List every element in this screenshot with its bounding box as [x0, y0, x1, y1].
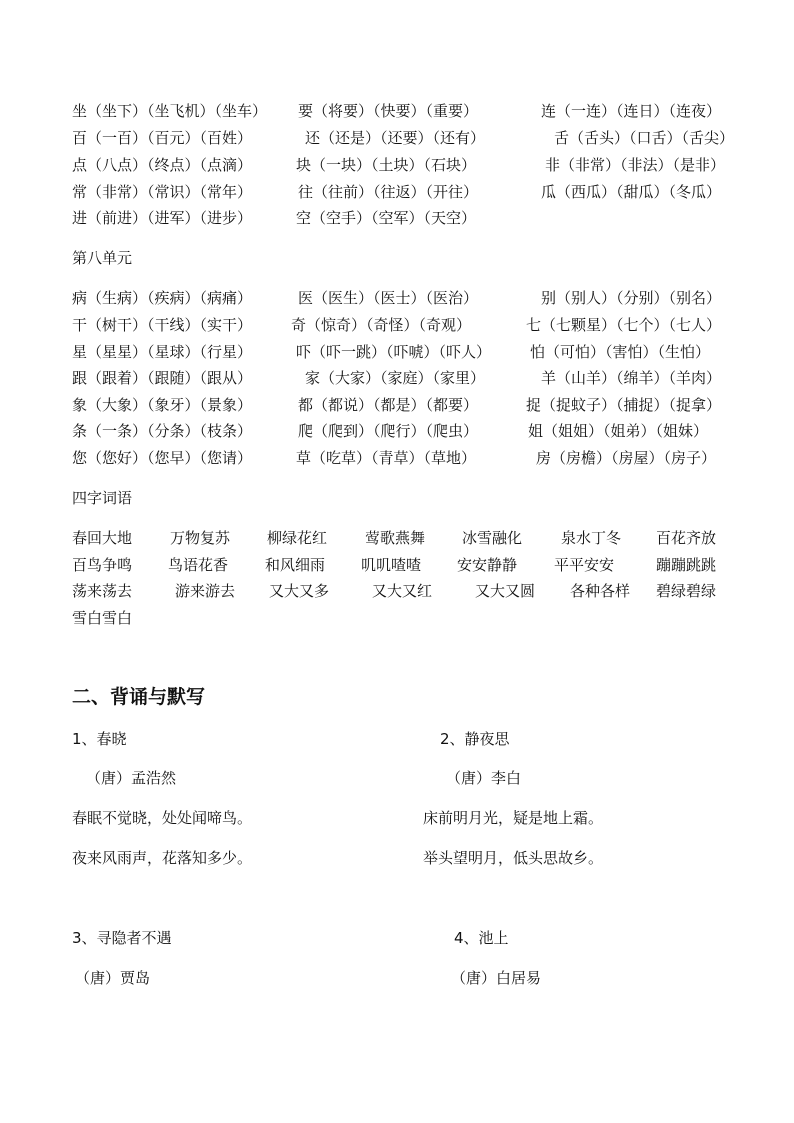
word-group: 进（前进）（进军）（进步） [72, 209, 253, 227]
word-group: 医（医生）（医士）（医治） [298, 289, 479, 307]
idiom: 又大又多 [269, 582, 330, 600]
poem-author: （唐）白居易 [451, 969, 542, 987]
idiom: 游来游去 [175, 582, 236, 600]
word-group: 往（往前）（往返）（开往） [298, 183, 479, 201]
idiom: 叽叽喳喳 [361, 556, 422, 574]
word-group: 怕（可怕）（害怕）（生怕） [530, 343, 711, 361]
section-title: 第八单元 [72, 249, 133, 267]
word-group: 爬（爬到）（爬行）（爬虫） [298, 422, 479, 440]
poem-title: 2、静夜思 [440, 730, 510, 748]
idiom: 莺歌燕舞 [365, 529, 426, 547]
poem-title: 1、春晓 [72, 730, 127, 748]
word-group: 七（七颗星）（七个）（七人） [526, 316, 722, 334]
word-group: 坐（坐下）（坐飞机）（坐车） [72, 102, 268, 120]
word-group: 干（树干）（干线）（实干） [72, 316, 253, 334]
idiom: 和风细雨 [265, 556, 326, 574]
poem-author: （唐）孟浩然 [86, 769, 177, 787]
idiom: 又大又红 [372, 582, 433, 600]
word-group: 点（八点）（终点）（点滴） [72, 156, 253, 174]
word-group: 常（非常）（常识）（常年） [72, 183, 253, 201]
idiom: 万物复苏 [170, 529, 231, 547]
poem-line: 床前明月光，疑是地上霜。 [423, 809, 604, 827]
idiom: 百花齐放 [656, 529, 717, 547]
idiom: 冰雪融化 [462, 529, 523, 547]
word-group: 羊（山羊）（绵羊）（羊肉） [541, 369, 722, 387]
word-group: 草（吃草）（青草）（草地） [296, 449, 477, 467]
word-group: 舌（舌头）（口舌）（舌尖） [554, 129, 735, 147]
idiom: 百鸟争鸣 [72, 556, 133, 574]
section-title: 四字词语 [72, 489, 133, 507]
word-group: 跟（跟着）（跟随）（跟从） [72, 369, 253, 387]
word-group: 吓（吓一跳）（吓唬）（吓人） [296, 343, 492, 361]
word-group: 空（空手）（空军）（天空） [296, 209, 477, 227]
word-group: 家（大家）（家庭）（家里） [305, 369, 486, 387]
word-group: 奇（惊奇）（奇怪）（奇观） [291, 316, 472, 334]
poem-author: （唐）贾岛 [75, 969, 151, 987]
word-group: 房（房檐）（房屋）（房子） [536, 449, 717, 467]
idiom: 雪白雪白 [72, 609, 133, 627]
word-group: 还（还是）（还要）（还有） [305, 129, 486, 147]
word-group: 连（一连）（连日）（连夜） [541, 102, 722, 120]
idiom: 鸟语花香 [168, 556, 229, 574]
poem-title: 4、池上 [454, 929, 509, 947]
word-group: 条（一条）（分条）（枝条） [72, 422, 253, 440]
poem-line: 举头望明月，低头思故乡。 [423, 849, 604, 867]
poem-line: 春眠不觉晓，处处闻啼鸟。 [72, 809, 253, 827]
word-group: 星（星星）（星球）（行星） [72, 343, 253, 361]
word-group: 姐（姐姐）（姐弟）（姐妹） [528, 422, 709, 440]
poem-line: 夜来风雨声，花落知多少。 [72, 849, 253, 867]
poem-title: 3、寻隐者不遇 [72, 929, 172, 947]
idiom: 各种各样 [570, 582, 631, 600]
word-group: 别（别人）（分别）（别名） [541, 289, 722, 307]
idiom: 安安静静 [457, 556, 518, 574]
idiom: 又大又圆 [475, 582, 536, 600]
word-group: 您（您好）（您早）（您请） [72, 449, 253, 467]
word-group: 病（生病）（疾病）（病痛） [72, 289, 253, 307]
poem-author: （唐）李白 [446, 769, 522, 787]
idiom: 荡来荡去 [72, 582, 133, 600]
section-heading: 二、背诵与默写 [72, 686, 206, 708]
word-group: 块（一块）（土块）（石块） [296, 156, 477, 174]
word-group: 百（一百）（百元）（百姓） [72, 129, 253, 147]
word-group: 瓜（西瓜）（甜瓜）（冬瓜） [541, 183, 722, 201]
idiom: 春回大地 [72, 529, 133, 547]
idiom: 平平安安 [554, 556, 615, 574]
word-group: 非（非常）（非法）（是非） [545, 156, 726, 174]
word-group: 要（将要）（快要）（重要） [298, 102, 479, 120]
idiom: 蹦蹦跳跳 [656, 556, 717, 574]
idiom: 泉水丁冬 [561, 529, 622, 547]
word-group: 都（都说）（都是）（都要） [298, 396, 479, 414]
word-group: 象（大象）（象牙）（景象） [72, 396, 253, 414]
idiom: 碧绿碧绿 [656, 582, 717, 600]
idiom: 柳绿花红 [267, 529, 328, 547]
word-group: 捉（捉蚊子）（捕捉）（捉拿） [526, 396, 722, 414]
